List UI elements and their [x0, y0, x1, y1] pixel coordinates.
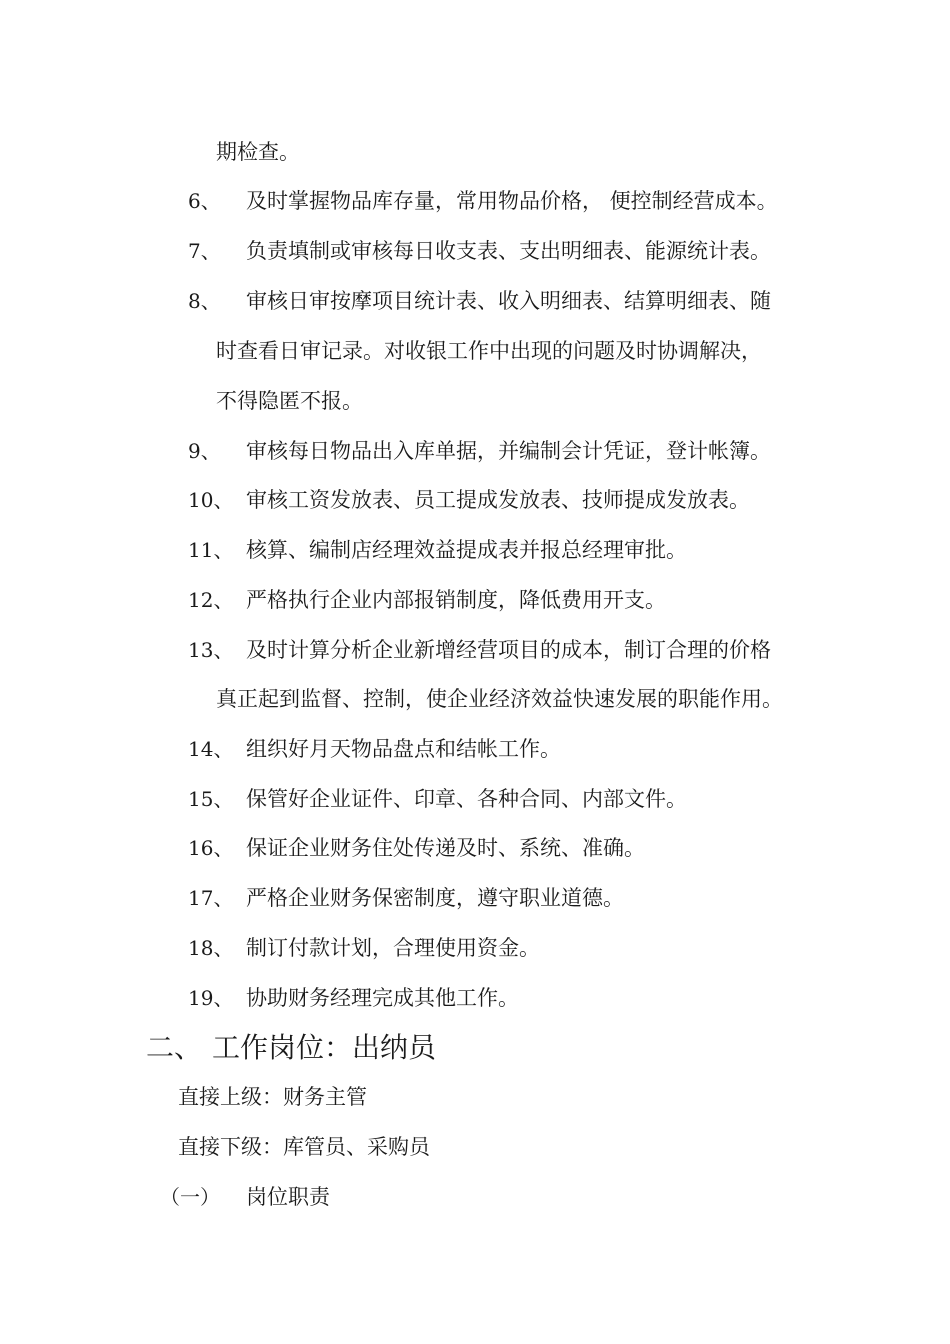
item-text: 组织好月天物品盘点和结帐工作。: [246, 737, 561, 761]
item-text: 审核每日物品出入库单据，并编制会计凭证，登计帐簿。: [246, 439, 771, 463]
item-number: 10、: [188, 488, 234, 512]
item-number: 12、: [188, 588, 234, 612]
item-text: 审核日审按摩项目统计表、收入明细表、结算明细表、随: [246, 289, 771, 313]
item-text: 保证企业财务住处传递及时、系统、准确。: [246, 836, 645, 860]
direct-superior: 直接上级：财务主管: [178, 1085, 367, 1109]
item-number: 18、: [188, 936, 234, 960]
item-text: 负责填制或审核每日收支表、支出明细表、能源统计表。: [246, 239, 771, 263]
item-number: 19、: [188, 986, 234, 1010]
item-number: 13、: [188, 638, 234, 662]
item-number: 17、: [188, 886, 234, 910]
direct-subordinate: 直接下级：库管员、采购员: [178, 1135, 430, 1159]
item-number: 15、: [188, 787, 234, 811]
item-text: 及时掌握物品库存量，常用物品价格， 便控制经营成本。: [246, 189, 778, 213]
item-text: 协助财务经理完成其他工作。: [246, 986, 519, 1010]
item-text: 严格执行企业内部报销制度，降低费用开支。: [246, 588, 666, 612]
item-text-continued: 真正起到监督、控制，使企业经济效益快速发展的职能作用。: [216, 687, 783, 711]
item-number: 9、: [188, 439, 221, 463]
continuation-line: 期检查。: [216, 140, 300, 164]
subsection-number: （一）: [160, 1185, 220, 1209]
subsection-title: 岗位职责: [246, 1185, 330, 1209]
item-text: 核算、编制店经理效益提成表并报总经理审批。: [246, 538, 687, 562]
section-number: 二、: [146, 1031, 203, 1064]
section-title: 工作岗位：出纳员: [212, 1031, 437, 1064]
item-text: 制订付款计划，合理使用资金。: [246, 936, 540, 960]
item-number: 11、: [188, 538, 234, 562]
item-number: 14、: [188, 737, 234, 761]
item-number: 6、: [188, 189, 221, 213]
item-text-continued: 不得隐匿不报。: [216, 389, 363, 413]
item-number: 8、: [188, 289, 221, 313]
item-number: 7、: [188, 239, 221, 263]
item-text: 严格企业财务保密制度，遵守职业道德。: [246, 886, 624, 910]
item-text: 审核工资发放表、员工提成发放表、技师提成发放表。: [246, 488, 750, 512]
item-text: 及时计算分析企业新增经营项目的成本，制订合理的价格: [246, 638, 771, 662]
item-text: 保管好企业证件、印章、各种合同、内部文件。: [246, 787, 687, 811]
item-text-continued: 时查看日审记录。对收银工作中出现的问题及时协调解决，: [216, 339, 762, 363]
item-number: 16、: [188, 836, 234, 860]
